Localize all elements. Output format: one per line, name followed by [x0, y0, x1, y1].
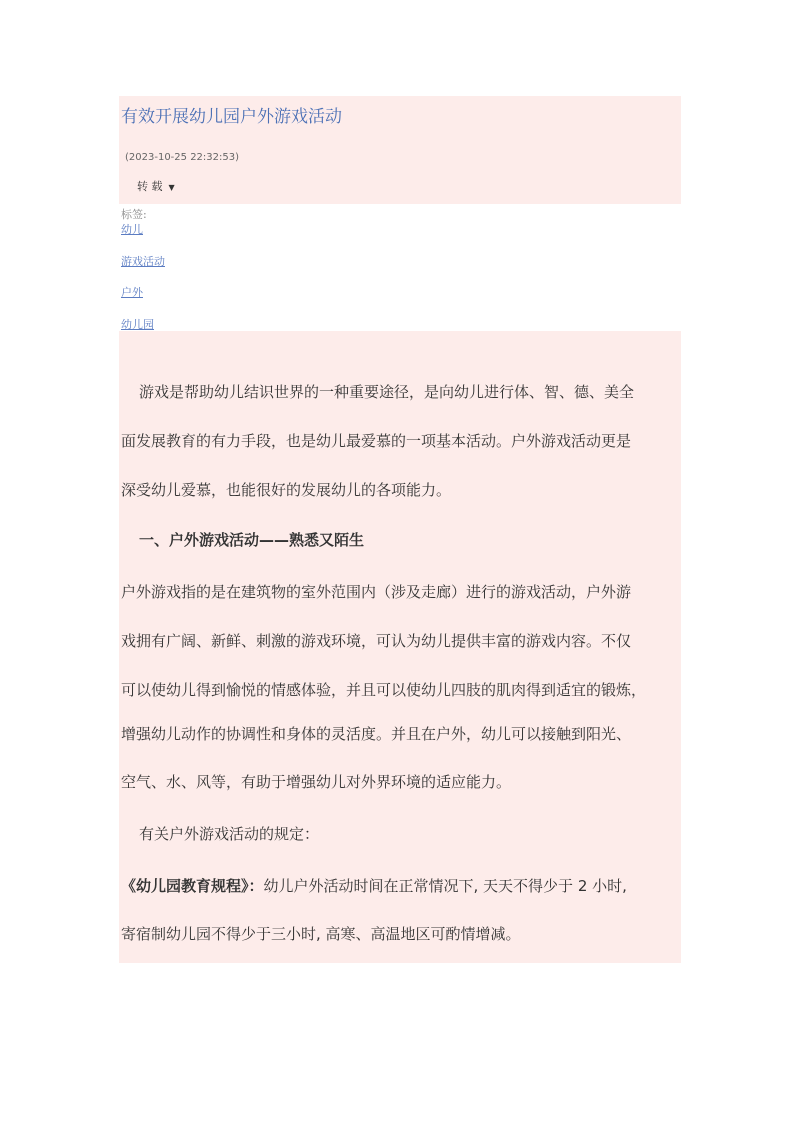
article-title: 有效开展幼儿园户外游戏活动: [121, 107, 342, 127]
paragraph-line: 户外游戏指的是在建筑物的室外范围内（涉及走廊）进行的游戏活动，户外游: [121, 583, 632, 601]
paragraph-line: 空气、水、风等，有助于增强幼儿对外界环境的适应能力。: [121, 773, 512, 791]
chevron-down-icon: ▼: [168, 183, 175, 192]
paragraph-line: 增强幼儿动作的协调性和身体的灵活度。并且在户外，幼儿可以接触到阳光、: [121, 725, 632, 743]
repost-button[interactable]: [137, 178, 175, 194]
paragraph-line: 深受幼儿爱慕，也能很好的发展幼儿的各项能力。: [121, 481, 452, 499]
regulation-title: 《幼儿园教育规程》：: [121, 877, 264, 895]
paragraph-line: 面发展教育的有力手段，也是幼儿最爱慕的一项基本活动。户外游戏活动更是: [121, 432, 632, 450]
tag-link-youeryuan[interactable]: 幼儿园: [121, 318, 154, 331]
repost-label: 转 载: [137, 180, 163, 193]
section-heading: 一、户外游戏活动——熟悉又陌生: [139, 531, 365, 549]
paragraph-line: 有关户外游戏活动的规定：: [139, 825, 320, 843]
regulation-line: [121, 875, 627, 896]
paragraph-line: 戏拥有广阔、新鲜、刺激的游戏环境，可认为幼儿提供丰富的游戏内容。不仅: [121, 632, 632, 650]
tags-label: 标签:: [121, 208, 147, 221]
article-header: [119, 96, 681, 204]
regulation-text: 幼儿户外活动时间在正常情况下, 天天不得少于 2 小时,: [263, 877, 627, 895]
paragraph-line: 可以使幼儿得到愉悦的情感体验，并且可以使幼儿四肢的肌肉得到适宜的锻炼，: [121, 681, 647, 699]
tag-link-youxihuodong[interactable]: 游戏活动: [121, 255, 165, 268]
paragraph-line: 游戏是帮助幼儿结识世界的一种重要途径，是向幼儿进行体、智、德、美全: [139, 383, 635, 401]
article-body: [119, 331, 681, 963]
tag-link-huwai[interactable]: 户外: [121, 286, 143, 299]
tag-link-youer[interactable]: 幼儿: [121, 223, 143, 236]
article-timestamp: (2023-10-25 22:32:53): [125, 152, 240, 163]
paragraph-line: 寄宿制幼儿园不得少于三小时, 高寒、高温地区可酌情增减。: [121, 925, 521, 943]
